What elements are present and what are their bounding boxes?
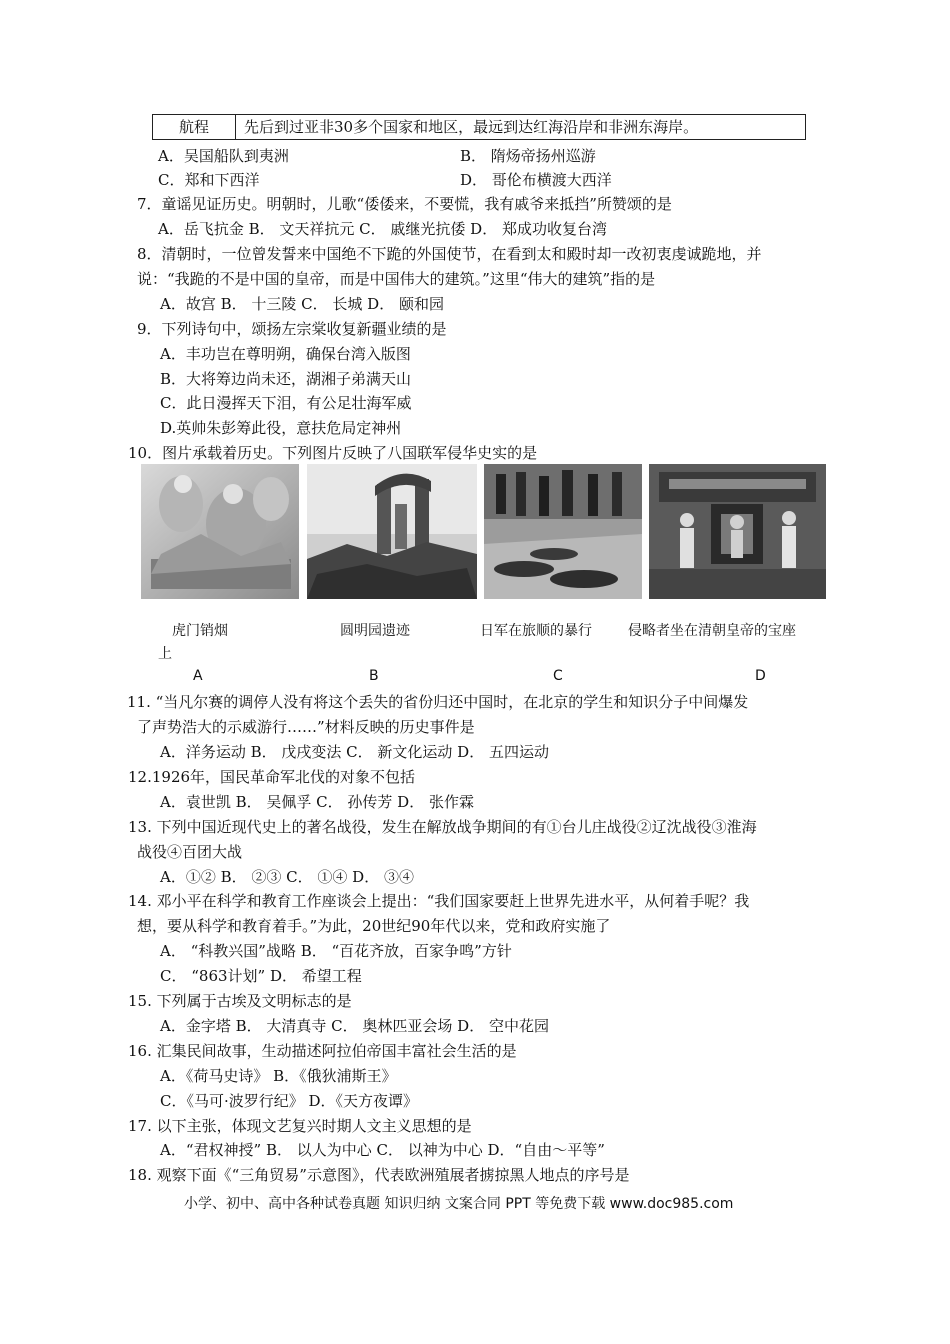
q12-options: A．袁世凯 B． 吴佩孚 C． 孙传芳 D． 张作霖 xyxy=(160,793,474,811)
photo-letter-d: D xyxy=(755,668,766,684)
voyage-table xyxy=(152,114,806,140)
photo-letter-b: B xyxy=(369,668,379,684)
photo-letter-c: C xyxy=(553,668,563,684)
q10-stem: 10．图片承载着历史。下列图片反映了八国联军侵华史实的是 xyxy=(128,444,538,462)
table-label: 航程 xyxy=(153,115,236,139)
q6-option-a: A．吴国船队到夷洲 xyxy=(158,147,289,165)
q9-option-d: D.英帅朱彭筹此役，意扶危局定神州 xyxy=(160,419,402,437)
q9-option-c: C．此日漫挥天下泪，有公足壮海军威 xyxy=(160,394,412,412)
q8-options: A．故宫 B． 十三陵 C． 长城 D． 颐和园 xyxy=(160,295,444,313)
q17-stem: 17. 以下主张，体现文艺复兴时期人文主义思想的是 xyxy=(128,1117,472,1135)
q14-options-row2: C． “863计划” D． 希望工程 xyxy=(160,967,362,985)
q7-options: A．岳飞抗金 B． 文天祥抗元 C． 戚继光抗倭 D． 郑成功收复台湾 xyxy=(158,220,607,238)
q11-options: A．洋务运动 B． 戊戌变法 C． 新文化运动 D． 五四运动 xyxy=(160,743,549,761)
q6-option-c: C．郑和下西洋 xyxy=(158,171,260,189)
photo-letter-a: A xyxy=(193,668,203,684)
q13-stem-2: 战役④百团大战 xyxy=(137,843,243,861)
q9-option-b: B．大将筹边尚未还，湖湘子弟满天山 xyxy=(160,370,412,388)
q6-option-b: B． 隋炀帝扬州巡游 xyxy=(460,147,596,165)
q15-options: A．金字塔 B． 大清真寺 C． 奥林匹亚会场 D． 空中花园 xyxy=(160,1017,549,1035)
q8-stem-1: 8．清朝时，一位曾发誓来中国绝不下跪的外国使节，在看到太和殿时却一改初衷虔诚跪地，并 xyxy=(137,245,762,263)
q16-options-row2: C．《马可·波罗行纪》 D．《天方夜谭》 xyxy=(160,1092,419,1110)
q16-options-row1: A．《荷马史诗》 B．《俄狄浦斯王》 xyxy=(160,1067,397,1085)
q14-stem-1: 14. 邓小平在科学和教育工作座谈会上提出：“我们国家要赶上世界先进水平，从何着手呢？我 xyxy=(128,892,750,910)
ruins-photo xyxy=(307,464,477,599)
caption-b: 圆明园遗迹 xyxy=(340,623,410,639)
q8-stem-2: 说：“我跪的不是中国的皇帝，而是中国伟大的建筑。”这里“伟大的建筑”指的是 xyxy=(137,270,656,288)
lushun-photo xyxy=(484,464,642,599)
q9-stem: 9．下列诗句中，颂扬左宗棠收复新疆业绩的是 xyxy=(137,320,447,338)
table-value: 先后到过亚非30多个国家和地区，最远到达红海沿岸和非洲东海岸。 xyxy=(244,118,699,136)
q14-stem-2: 想，要从科学和教育着手。”为此，20世纪90年代以来，党和政府实施了 xyxy=(137,917,611,935)
q11-stem-1: 11. “当凡尔赛的调停人没有将这个丢失的省份归还中国时，在北京的学生和知识分子中间爆发 xyxy=(127,693,749,711)
q7-stem: 7．童谣见证历史。明朝时，儿歌“倭倭来，不要慌，我有戚爷来抵挡”所赞颂的是 xyxy=(137,195,672,213)
caption-d: 侵略者坐在清朝皇帝的宝座 xyxy=(628,623,796,639)
throne-photo xyxy=(649,464,826,599)
q16-stem: 16. 汇集民间故事，生动描述阿拉伯帝国丰富社会生活的是 xyxy=(128,1042,517,1060)
q17-options: A．“君权神授” B． 以人为中心 C． 以神为中心 D．“自由～平等” xyxy=(160,1141,605,1159)
caption-d-tail: 上 xyxy=(158,646,172,662)
q15-stem: 15. 下列属于古埃及文明标志的是 xyxy=(128,992,352,1010)
q18-stem: 18. 观察下面《“三角贸易”示意图》，代表欧洲殖展者掳掠黑人地点的序号是 xyxy=(128,1166,630,1184)
q9-option-a: A．丰功岂在尊明朔，确保台湾入版图 xyxy=(160,345,411,363)
q14-options-row1: A． “科教兴国”战略 B． “百花齐放，百家争鸣”方针 xyxy=(160,942,512,960)
q12-stem: 12.1926年，国民革命军北伐的对象不包括 xyxy=(128,768,416,786)
q13-stem-1: 13. 下列中国近现代史上的著名战役，发生在解放战争期间的有①台儿庄战役②辽沈战役③淮海 xyxy=(128,818,757,836)
footer-link[interactable]: 小学、初中、高中各种试卷真题 知识归纳 文案合同 PPT 等免费下载 www.doc985.com xyxy=(184,1196,734,1212)
caption-c: 日军在旅顺的暴行 xyxy=(480,623,592,639)
caption-a: 虎门销烟 xyxy=(172,623,228,639)
relief-photo xyxy=(141,464,299,599)
q11-stem-2: 了声势浩大的示威游行……”材料反映的历史事件是 xyxy=(137,718,475,736)
q13-options: A．①② B． ②③ C． ①④ D． ③④ xyxy=(160,868,414,886)
q6-option-d: D． 哥伦布横渡大西洋 xyxy=(460,171,612,189)
